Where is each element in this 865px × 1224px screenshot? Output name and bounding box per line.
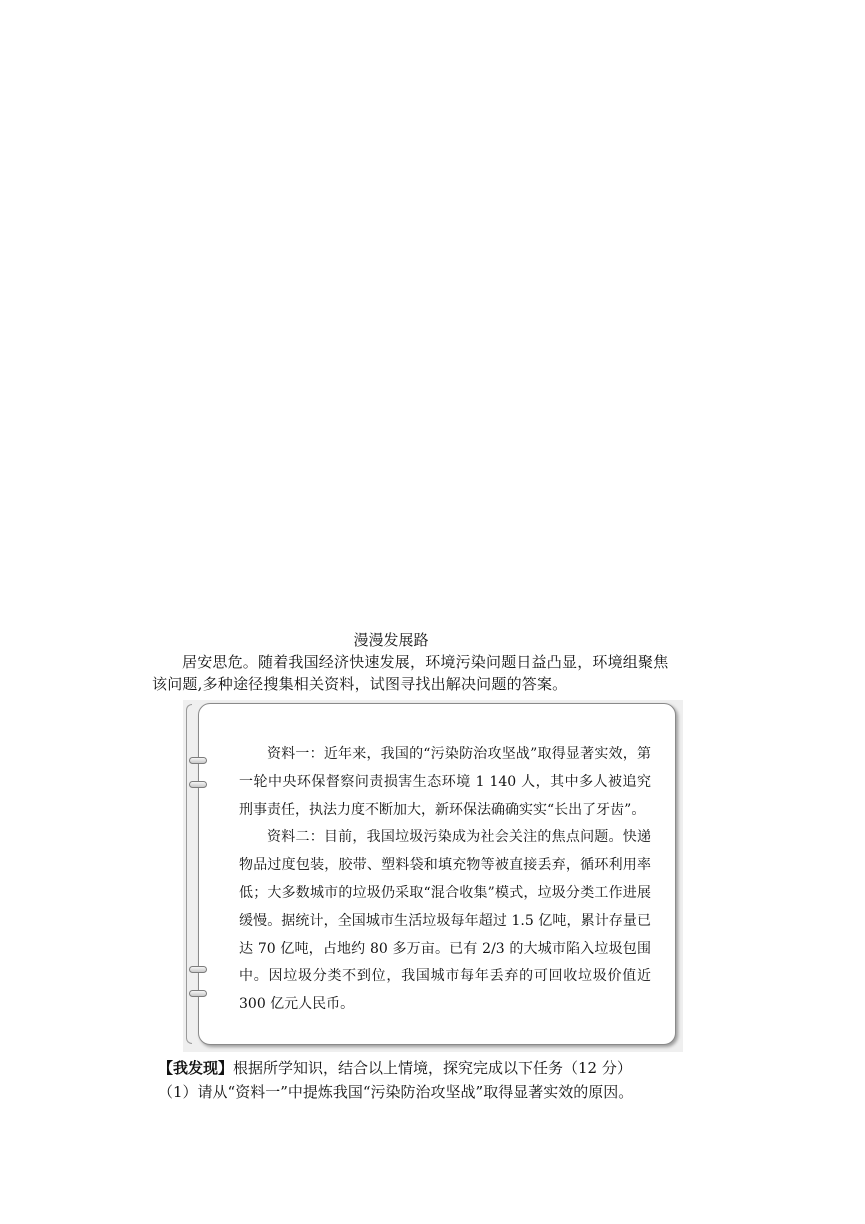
binder-ring-icon [189,990,207,997]
task-prompt: 根据所学知识，结合以上情境，探究完成以下任务（12 分） [233,1059,632,1077]
task-label: 【我发现】 [158,1059,234,1077]
question-1: （1）请从“资料一”中提炼我国“污染防治攻坚战”取得显著实效的原因。 [158,1083,634,1101]
section-title: 漫漫发展路 [353,631,429,649]
binder-ring-icon [189,757,207,764]
intro-paragraph: 居安思危。随着我国经济快速发展，环境污染问题日益凸显，环境组聚焦该问题,多种途径搜集相关资料，试图寻找出解决问题的答案。 [152,653,669,693]
material-item-1: 资料一：近年来，我国的“污染防治攻坚战”取得显著实效，第一轮中央环保督察问责损害生态环境 1 140 人，其中多人被追究刑事责任，执法力度不断加大，新环保法确确实实“长出了牙齿”。 [239,746,651,818]
binder-ring-icon [189,966,207,973]
material-text [239,741,651,1019]
task-heading [158,1058,632,1078]
material-card [198,703,676,1045]
material-notebook [183,700,683,1052]
binder-ring-icon [189,781,207,788]
material-item-2: 资料二：目前，我国垃圾污染成为社会关注的焦点问题。快递物品过度包装，胶带、塑料袋和填充物等被直接丢弃，循环利用率低；大多数城市的垃圾仍采取“混合收集”模式，垃圾分类工作进展缓慢。据统计，全国城市生活垃圾每年超过 1.5 亿吨，累计存量已达 70 亿吨，占地约 80 多万亩。已有 2/3 的大城市陷入垃圾包围中。因垃圾分类不到位，我国城市每年丢弃的可回收垃圾价值近 300 亿元人民币。 [239,829,651,1013]
